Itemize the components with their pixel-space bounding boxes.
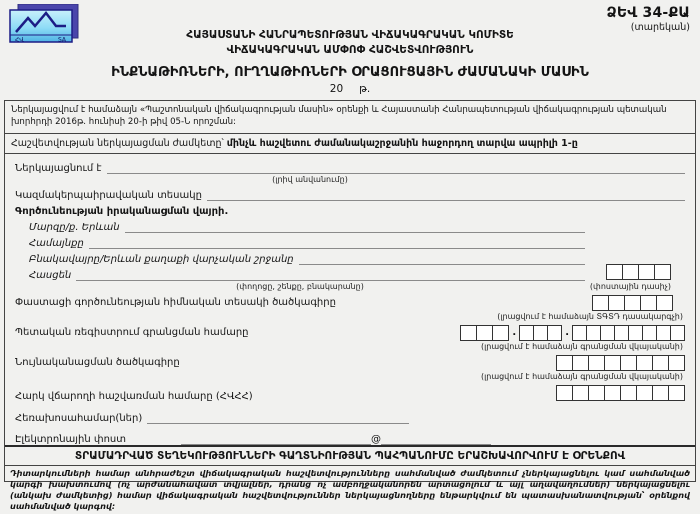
- input-cell[interactable]: [586, 325, 601, 341]
- address-label: Հասցեն: [29, 269, 72, 281]
- form-code: ՁԵՎ 34-ՔԱ: [606, 5, 690, 21]
- postal-code-boxes[interactable]: [606, 264, 671, 280]
- activity-code-hint: (լրացվում է համաձայն ՏԳՏԴ դասակարգչի): [497, 311, 683, 321]
- state-register-boxes-group3[interactable]: [572, 325, 685, 341]
- settlement-label: Բնակավայրը/Երևան քաղաքի վարչական շրջանը: [29, 253, 294, 265]
- register-separator-dot: .: [512, 327, 517, 339]
- logo-left-text: ՀՎ: [15, 36, 24, 44]
- region-row: [29, 221, 585, 233]
- form-title: ԻՆՔՆԱԹԻՌՆԵՐԻ, ՈՒՂՂԱԹԻՌՆԵՐԻ ՕՐԱՑՈՒՑԱՅԻՆ ԺԱՄԱՆԱԿԻ ՄԱՍԻՆ: [111, 65, 589, 80]
- input-cell[interactable]: [608, 295, 625, 311]
- input-cell[interactable]: [640, 295, 657, 311]
- state-register-boxes-group1[interactable]: [460, 325, 509, 341]
- deadline-value: մինչև հաշվետու ժամանակաշրջանին հաջորդող տարվա ապրիլի 1-ը: [226, 137, 578, 149]
- presented-by-field[interactable]: [107, 162, 685, 174]
- input-cell[interactable]: [654, 264, 671, 280]
- input-cell[interactable]: [668, 355, 685, 371]
- email-local-field[interactable]: [181, 433, 371, 445]
- activity-code-boxes[interactable]: [592, 295, 673, 311]
- tin-label: Հարկ վճարողի հաշվառման համարը (ՀՎՀՀ): [15, 390, 253, 402]
- input-cell[interactable]: [592, 295, 609, 311]
- input-cell[interactable]: [606, 264, 623, 280]
- armstat-logo: [8, 4, 80, 46]
- id-code-hint: (լրացվում է համաձայն գրանցման վկայականի): [480, 371, 683, 381]
- input-cell[interactable]: [642, 325, 657, 341]
- input-cell[interactable]: [533, 325, 548, 341]
- email-domain-field[interactable]: [381, 433, 491, 445]
- id-code-boxes[interactable]: [556, 355, 685, 371]
- input-cell[interactable]: [628, 325, 643, 341]
- input-cell[interactable]: [624, 295, 641, 311]
- address-hint: (փողոցը, շենքը, բնակարանը): [236, 281, 364, 291]
- input-cell[interactable]: [588, 355, 605, 371]
- activity-place-heading: Գործունեության իրականացման վայրի.: [15, 205, 229, 217]
- id-code-row: [15, 355, 685, 371]
- community-field[interactable]: [89, 237, 585, 249]
- legal-form-row: [15, 189, 685, 201]
- region-label: Մարզը/ք. Երևան: [29, 221, 120, 233]
- input-cell[interactable]: [572, 325, 587, 341]
- input-cell[interactable]: [492, 325, 509, 341]
- email-row: [15, 433, 685, 445]
- input-cell[interactable]: [614, 325, 629, 341]
- input-cell[interactable]: [604, 385, 621, 401]
- report-type: ՎԻՃԱԿԱԳՐԱԿԱՆ ԱՄՓՈՓ ՀԱՇՎԵՏՎՈՒԹՅՈՒՆ: [226, 43, 474, 56]
- register-separator-dot: .: [565, 327, 569, 339]
- year-line: [0, 83, 700, 95]
- community-label: Համայնքը: [29, 237, 84, 249]
- activity-code-row: [15, 295, 685, 311]
- input-cell[interactable]: [638, 264, 655, 280]
- input-cell[interactable]: [572, 385, 589, 401]
- input-cell[interactable]: [652, 355, 669, 371]
- presented-by-hint: (լրիվ անվանումը): [272, 174, 348, 184]
- address-block: [15, 217, 685, 291]
- liability-note: Դիտարկումների համար անհրաժեշտ վիճակագրական հաշվետվությունները սահմանված ժամկետում չներկայացնելու կամ սահմանված կարգի խախտումով (ոչ արժանահավատ տվյալներ, դրանց ոչ ամբողջականորեն արտացոլում և այլ աղավաղումներ) ներկայացնելու (անկախ ժամկետից) համար վիճակագրական հաշվետվություններ ներկայացնողները ենթարկվում են պատասխանատվության՝ օրենքով սահմանված կարգով:: [10, 467, 690, 512]
- tin-boxes[interactable]: [556, 385, 685, 401]
- email-label: Էլեկտրոնային փոստ: [15, 433, 127, 445]
- input-cell[interactable]: [476, 325, 493, 341]
- state-register-hint: (լրացվում է համաձայն գրանցման վկայականի): [480, 341, 683, 351]
- presented-by-row: [15, 162, 685, 174]
- input-cell[interactable]: [652, 385, 669, 401]
- input-cell[interactable]: [588, 385, 605, 401]
- activity-code-label: Փաստացի գործունեության հիմնական տեսակի ծածկագիրը: [15, 297, 336, 309]
- input-cell[interactable]: [636, 385, 653, 401]
- input-cell[interactable]: [547, 325, 562, 341]
- input-cell[interactable]: [519, 325, 534, 341]
- settlement-field[interactable]: [299, 253, 585, 265]
- id-code-label: Նույնականացման ծածկագիրը: [15, 357, 180, 369]
- email-at-sign: @: [371, 433, 382, 445]
- deadline-row: [5, 134, 695, 154]
- input-cell[interactable]: [656, 295, 673, 311]
- address-field[interactable]: [76, 269, 585, 281]
- deadline-label: Հաշվետվության ներկայացման ժամկետը՝: [11, 137, 224, 149]
- form-header: [0, 0, 700, 60]
- state-register-boxes-group2[interactable]: [519, 325, 562, 341]
- logo-right-text: SA: [58, 36, 67, 44]
- input-cell[interactable]: [620, 385, 637, 401]
- input-cell[interactable]: [556, 355, 573, 371]
- community-row: [29, 237, 585, 249]
- form-periodicity: (տարեկան): [630, 22, 690, 33]
- settlement-row: [29, 253, 585, 265]
- input-cell[interactable]: [572, 355, 589, 371]
- input-cell[interactable]: [620, 355, 637, 371]
- address-row: [29, 269, 585, 281]
- legal-form-label: Կազմակերպաիրավական տեսակը: [15, 189, 202, 201]
- phone-label: Հեռախոսահամար(ներ): [15, 412, 143, 424]
- input-cell[interactable]: [656, 325, 671, 341]
- input-cell[interactable]: [636, 355, 653, 371]
- armstat-logo-icon: [8, 4, 80, 46]
- input-cell[interactable]: [460, 325, 477, 341]
- year-prefix: 20: [329, 83, 344, 95]
- presented-by-label: Ներկայացնում է: [15, 162, 102, 174]
- postal-code-hint: (փոստային դասիչ): [589, 281, 671, 291]
- form-main-box: [4, 100, 696, 512]
- legal-form-field[interactable]: [207, 189, 685, 201]
- form-fields: [5, 154, 695, 445]
- state-register-row: [15, 325, 685, 341]
- region-field[interactable]: [125, 221, 585, 233]
- input-cell[interactable]: [556, 385, 573, 401]
- confidentiality-banner: ՏՐԱՄԱԴՐՎԱԾ ՏԵՂԵԿՈՒԹՅՈՒՆՆԵՐԻ ԳԱՂՏՆԻՈՒԹՅԱՆ ՊԱՀՊԱՆՈՒՄԸ ԵՐԱՇԽԱՎՈՐՎՈՒՄ Է ՕՐԵՆՔՈՎ: [5, 445, 695, 466]
- year-suffix: թ.: [359, 83, 371, 95]
- input-cell[interactable]: [668, 385, 685, 401]
- input-cell[interactable]: [604, 355, 621, 371]
- committee-name: ՀԱՅԱՍՏԱՆԻ ՀԱՆՐԱՊԵՏՈՒԹՅԱՆ ՎԻՃԱԿԱԳՐԱԿԱՆ ԿՈՄԻՏԵ: [186, 29, 514, 41]
- legal-basis-text: Ներկայացվում է համաձայն «Պաշտոնական վիճակագրության մասին» օրենքի և Հայաստանի Հանրապետության վիճակագրության պետական խորհրդի 2016թ. հունիսի 20-ի թիվ 05-Ն որոշման:: [5, 101, 695, 134]
- input-cell[interactable]: [622, 264, 639, 280]
- phone-field[interactable]: [147, 412, 409, 424]
- input-cell[interactable]: [600, 325, 615, 341]
- input-cell[interactable]: [670, 325, 685, 341]
- state-register-boxes: [460, 325, 685, 341]
- state-register-label: Պետական ռեգիստրում գրանցման համարը: [15, 327, 249, 339]
- phone-row: [15, 412, 685, 424]
- tin-row: [15, 385, 685, 402]
